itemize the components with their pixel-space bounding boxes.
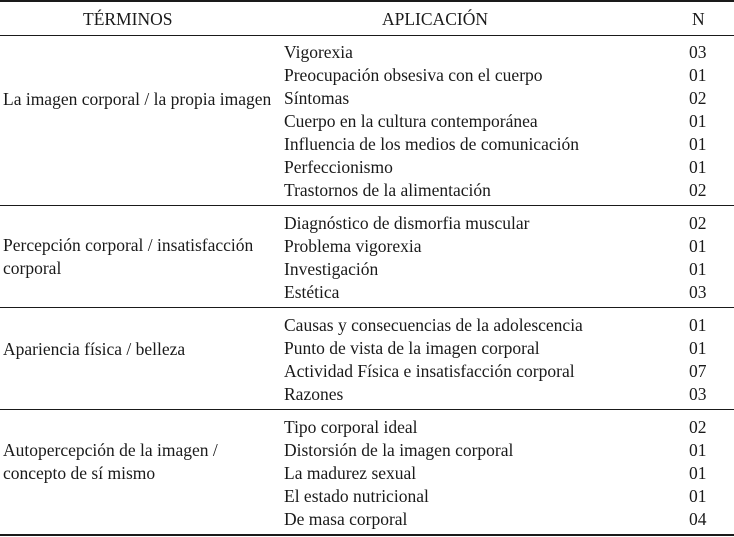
group-term: Autopercepción de la imagen / concepto de sí mismo <box>3 440 218 483</box>
table-row <box>0 179 734 202</box>
application-cell: Diagnóstico de dismorfia muscular <box>284 213 530 233</box>
n-cell: 02 <box>689 213 707 233</box>
n-cell: 02 <box>689 88 707 108</box>
table-row <box>0 87 734 110</box>
application-cell: Razones <box>284 384 344 404</box>
application-cell: Preocupación obsesiva con el cuerpo <box>284 65 543 85</box>
n-cell: 04 <box>689 509 707 529</box>
application-cell: Síntomas <box>284 88 350 108</box>
application-cell: Actividad Física e insatisfacción corporal <box>284 361 575 381</box>
n-cell: 01 <box>689 463 707 483</box>
n-cell: 01 <box>689 338 707 358</box>
table-row <box>0 439 734 462</box>
application-cell: Vigorexia <box>284 42 353 62</box>
n-cell: 01 <box>689 236 707 256</box>
header-n: N <box>692 9 705 29</box>
table-row <box>0 64 734 87</box>
table-row <box>0 235 734 258</box>
application-cell: Estética <box>284 282 340 302</box>
table-group <box>0 308 734 408</box>
application-cell: Problema vigorexia <box>284 236 422 256</box>
n-cell: 03 <box>689 42 707 62</box>
n-cell: 02 <box>689 417 707 437</box>
table-row <box>0 337 734 360</box>
group-term: La imagen corporal / la propia imagen <box>3 89 272 109</box>
table-group <box>0 410 734 535</box>
table-row <box>0 383 734 406</box>
application-cell: Tipo corporal ideal <box>284 417 418 437</box>
table-row <box>0 212 734 235</box>
table-bottom-rule <box>0 534 734 536</box>
header-aplicacion: APLICACIÓN <box>382 9 488 29</box>
application-cell: Punto de vista de la imagen corporal <box>284 338 540 358</box>
table-row <box>0 156 734 179</box>
header-terminos: TÉRMINOS <box>83 9 173 29</box>
group-term: Apariencia física / belleza <box>3 339 186 359</box>
application-cell: Causas y consecuencias de la adolescencia <box>284 315 583 335</box>
application-cell: Investigación <box>284 259 379 279</box>
table-row <box>0 258 734 281</box>
n-cell: 07 <box>689 361 707 381</box>
table-row <box>0 485 734 508</box>
table-row <box>0 41 734 64</box>
table-row <box>0 360 734 383</box>
table-row <box>0 314 734 337</box>
n-cell: 01 <box>689 157 707 177</box>
n-cell: 01 <box>689 440 707 460</box>
n-cell: 01 <box>689 259 707 279</box>
n-cell: 01 <box>689 315 707 335</box>
application-cell: Trastornos de la alimentación <box>284 180 491 200</box>
application-cell: El estado nutricional <box>284 486 429 506</box>
table-row <box>0 508 734 531</box>
n-cell: 02 <box>689 180 707 200</box>
application-cell: Cuerpo en la cultura contemporánea <box>284 111 538 131</box>
table-row <box>0 416 734 439</box>
application-cell: Influencia de los medios de comunicación <box>284 134 579 154</box>
table-row <box>0 133 734 156</box>
header-rule <box>0 35 734 36</box>
table-header <box>0 0 734 36</box>
group-term: Percepción corporal / insatisfacción corporal <box>3 235 254 278</box>
table-group <box>0 206 734 306</box>
n-cell: 01 <box>689 486 707 506</box>
application-cell: La madurez sexual <box>284 463 417 483</box>
table-row <box>0 110 734 133</box>
application-cell: Distorsión de la imagen corporal <box>284 440 514 460</box>
table-group <box>0 37 734 203</box>
n-cell: 01 <box>689 65 707 85</box>
table-row <box>0 281 734 304</box>
table-row <box>0 462 734 485</box>
n-cell: 01 <box>689 134 707 154</box>
application-cell: Perfeccionismo <box>284 157 393 177</box>
n-cell: 01 <box>689 111 707 131</box>
application-cell: De masa corporal <box>284 509 408 529</box>
n-cell: 03 <box>689 384 707 404</box>
n-cell: 03 <box>689 282 707 302</box>
